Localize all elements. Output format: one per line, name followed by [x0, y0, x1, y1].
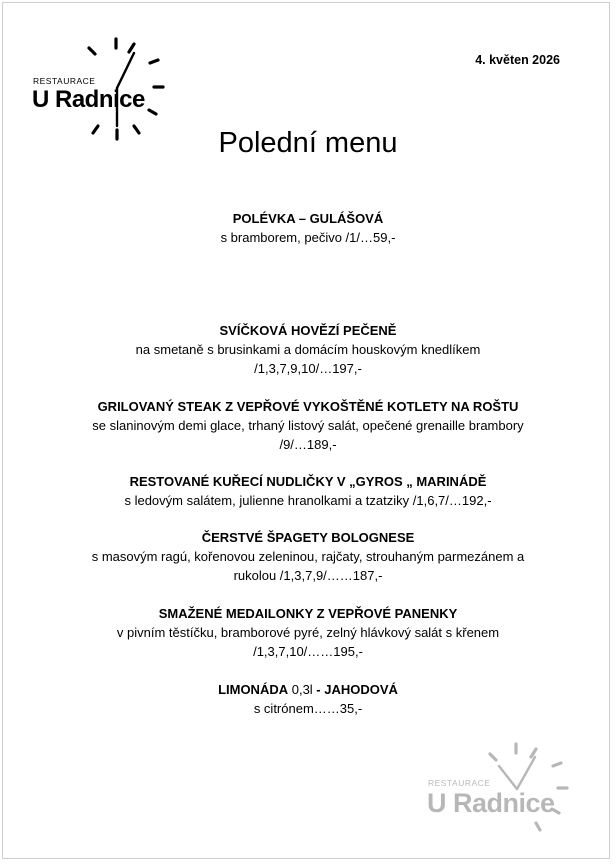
dish-description: s ledovým salátem, julienne hranolkami a tzatziky /1,6,7/…192,- [124, 493, 492, 508]
dish-name: SVÍČKOVÁ HOVĚZÍ PEČENĚ [219, 323, 397, 338]
dish-name-flavor: - JAHODOVÁ [316, 682, 398, 697]
dish-name: POLÉVKA – GULÁŠOVÁ [232, 211, 384, 226]
dish-description: /1,3,7,9,10/…197,- [254, 361, 362, 376]
dish-name [20, 680, 596, 699]
dish-description: se slaninovým demi glace, trhaný listový salát, opečené grenaille brambory [92, 418, 524, 433]
page-title: Polední menu [218, 127, 398, 159]
dish-description: s bramborem, pečivo /1/…59,- [220, 230, 396, 245]
logo-big-text: U Radnice [32, 86, 145, 113]
dish-description: s citrónem……35,- [253, 701, 363, 716]
logo-big-text: U Radnice [427, 788, 555, 818]
dish-description: /1,3,7,10/……195,- [253, 644, 363, 659]
dish-volume: 0,3l [288, 682, 317, 697]
logo-small-text: RESTAURACE [428, 778, 491, 788]
menu-date: 4. květen 2026 [475, 53, 560, 67]
restaurant-logo-watermark [418, 736, 578, 836]
dish-description: na smetaně s brusinkami a domácím houskovým knedlíkem [135, 342, 481, 357]
logo-small-text: RESTAURACE [33, 76, 96, 86]
dish-description: s masovým ragú, kořenovou zeleninou, rajčaty, strouhaným parmezánem a [91, 549, 525, 564]
dish-name-main: LIMONÁDA [218, 682, 289, 697]
menu-item [20, 528, 596, 585]
dish-description: rukolou /1,3,7,9/……187,- [233, 568, 383, 583]
menu-item [20, 680, 596, 718]
dish-name: GRILOVANÝ STEAK Z VEPŘOVÉ VYKOŠTĚNÉ KOTLETY NA ROŠTU [97, 399, 519, 414]
dish-description: v pivním těstíčku, bramborové pyré, zelný hlávkový salát s křenem [116, 625, 500, 640]
menu-item [20, 321, 596, 378]
menu-item [20, 397, 596, 454]
restaurant-logo [28, 30, 170, 142]
menu-item [20, 472, 596, 510]
dish-name: RESTOVANÉ KUŘECÍ NUDLIČKY V „GYROS „ MARINÁDĚ [129, 474, 487, 489]
menu-item [20, 209, 596, 247]
dish-name: ČERSTVÉ ŠPAGETY BOLOGNESE [201, 530, 415, 545]
dish-name: SMAŽENÉ MEDAILONKY Z VEPŘOVÉ PANENKY [158, 606, 458, 621]
menu-item [20, 604, 596, 661]
dish-description: /9/…189,- [279, 437, 337, 452]
